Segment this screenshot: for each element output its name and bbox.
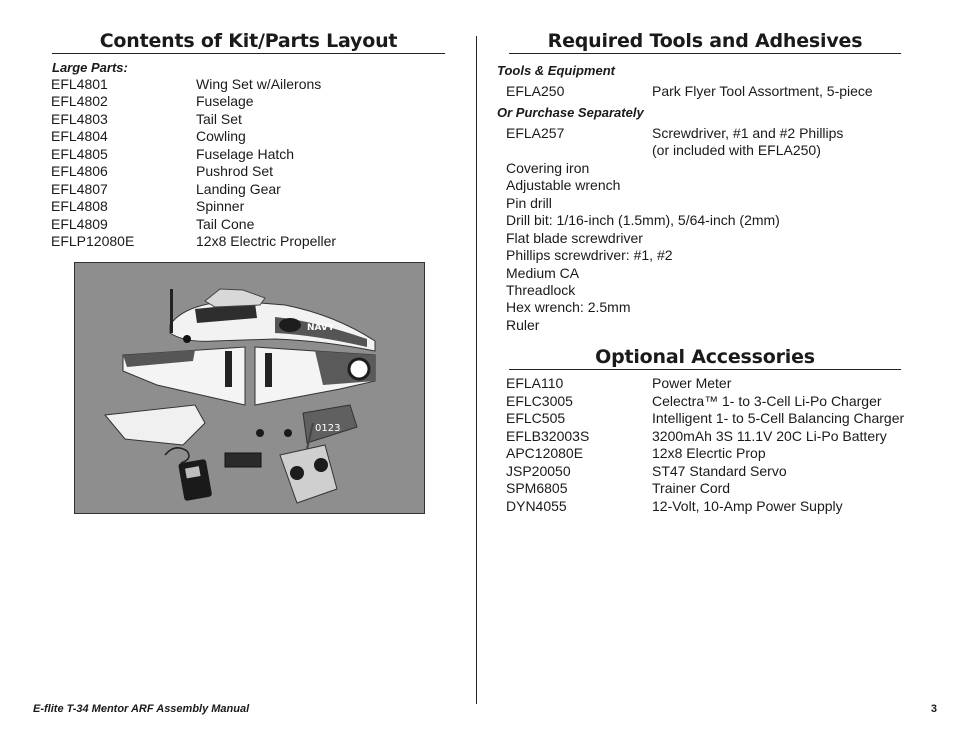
part-name: Landing Gear: [196, 181, 281, 197]
misc-tool-item: Flat blade screwdriver: [506, 230, 643, 246]
accessory-name: ST47 Standard Servo: [652, 463, 787, 479]
part-name: Fuselage Hatch: [196, 146, 295, 162]
accessory-name: 12x8 Elecrtic Prop: [652, 445, 766, 461]
part-code: EFL4806: [51, 163, 108, 179]
battery-illustration: [225, 453, 261, 467]
accessory-code: EFLC3005: [506, 393, 573, 409]
optional-heading: Optional Accessories: [595, 346, 815, 368]
part-code: EFL4807: [51, 181, 108, 197]
parts-layout-illustration: [75, 263, 425, 514]
misc-tool-item: Adjustable wrench: [506, 177, 621, 193]
accessory-name: 12-Volt, 10-Amp Power Supply: [652, 498, 843, 514]
part-code: EFL4804: [51, 128, 108, 144]
accessory-code: EFLA110: [506, 375, 564, 391]
misc-tool-item: Pin drill: [506, 195, 552, 211]
accessory-code: APC12080E: [506, 445, 584, 461]
accessory-name: Trainer Cord: [652, 480, 731, 496]
parts-heading: Contents of Kit/Parts Layout: [99, 30, 398, 52]
wheel-illustration: [256, 429, 264, 437]
column-divider: [476, 36, 477, 704]
parts-layout-photo: [74, 262, 425, 514]
accessory-code: EFLC505: [506, 410, 566, 426]
tail-number: 0123: [315, 423, 341, 434]
part-code: EFL4808: [51, 198, 108, 214]
misc-tool-item: Drill bit: 1/16-inch (1.5mm), 5/64-inch (2mm): [506, 212, 780, 228]
misc-tool-item: Ruler: [506, 317, 540, 333]
accessory-name: 3200mAh 3S 11.1V 20C Li-Po Battery: [652, 428, 887, 444]
accessory-code: SPM6805: [506, 480, 568, 496]
accessory-name: Celectra™ 1- to 3-Cell Li-Po Charger: [652, 393, 882, 409]
part-name: 12x8 Electric Propeller: [196, 233, 337, 249]
part-name: Tail Set: [196, 111, 242, 127]
purchase-note: (or included with EFLA250): [652, 142, 821, 158]
optional-heading-rule: [509, 369, 901, 370]
tool-code: EFLA250: [506, 83, 565, 99]
part-name: Cowling: [196, 128, 246, 144]
large-parts-label: Large Parts:: [52, 60, 128, 75]
purchase-separately-label: Or Purchase Separately: [497, 105, 644, 120]
misc-tool-item: Hex wrench: 2.5mm: [506, 299, 631, 315]
misc-tool-item: Covering iron: [506, 160, 590, 176]
footer-title: E-flite T-34 Mentor ARF Assembly Manual: [33, 703, 250, 715]
tools-heading-rule: [509, 53, 901, 54]
tool-name: Park Flyer Tool Assortment, 5-piece: [652, 83, 873, 99]
part-name: Fuselage: [196, 93, 254, 109]
parts-heading-rule: [52, 53, 445, 54]
part-code: EFLP12080E: [51, 233, 135, 249]
accessory-code: DYN4055: [506, 498, 567, 514]
accessory-code: JSP20050: [506, 463, 571, 479]
part-name: Pushrod Set: [196, 163, 274, 179]
accessory-name: Power Meter: [652, 375, 732, 391]
accessory-code: EFLB32003S: [506, 428, 590, 444]
wheel-illustration: [284, 429, 292, 437]
purchase-name: Screwdriver, #1 and #2 Phillips: [652, 125, 844, 141]
page-number: 3: [930, 703, 937, 715]
part-code: EFL4801: [51, 76, 108, 92]
purchase-code: EFLA257: [506, 125, 565, 141]
fuselage-lettering: NAVY: [307, 323, 335, 333]
accessory-name: Intelligent 1- to 5-Cell Balancing Charger: [652, 410, 905, 426]
part-name: Spinner: [196, 198, 245, 214]
part-name: Wing Set w/Ailerons: [196, 76, 322, 92]
tools-equipment-label: Tools & Equipment: [497, 63, 615, 78]
part-code: EFL4802: [51, 93, 108, 109]
part-code: EFL4805: [51, 146, 108, 162]
misc-tool-item: Medium CA: [506, 265, 580, 281]
part-name: Tail Cone: [196, 216, 255, 232]
part-code: EFL4803: [51, 111, 108, 127]
misc-tool-item: Threadlock: [506, 282, 576, 298]
tools-heading: Required Tools and Adhesives: [547, 30, 863, 52]
misc-tool-item: Phillips screwdriver: #1, #2: [506, 247, 673, 263]
part-code: EFL4809: [51, 216, 108, 232]
